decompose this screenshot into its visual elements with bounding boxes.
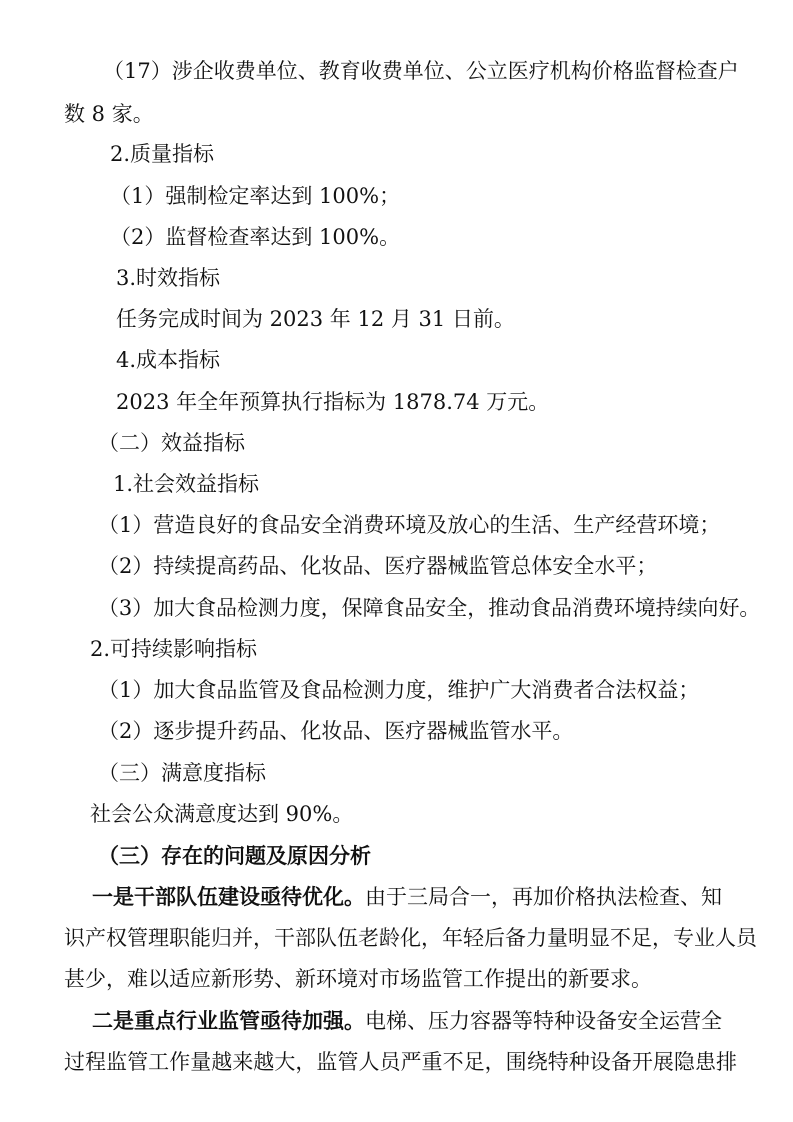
paragraph-line	[92, 1006, 722, 1036]
section-heading: 2.质量指标	[110, 142, 215, 166]
paragraph-line: 2023 年全年预算执行指标为 1878.74 万元。	[116, 390, 550, 414]
section-heading: （三）满意度指标	[98, 761, 266, 785]
paragraph-line	[92, 882, 722, 912]
section-heading: 1.社会效益指标	[113, 472, 260, 496]
paragraph-line: 过程监管工作量越来越大，监管人员严重不足，围绕特种设备开展隐患排	[64, 1050, 737, 1074]
bold-lead: 一是干部队伍建设亟待优化。	[92, 884, 365, 909]
paragraph-line: 社会公众满意度达到 90%。	[90, 802, 354, 826]
paragraph-text: 电梯、压力容器等特种设备安全运营全	[365, 1009, 722, 1033]
section-heading: 2.可持续影响指标	[90, 637, 258, 661]
list-item: （1）加大食品监管及食品检测力度，维护广大消费者合法权益；	[98, 678, 700, 702]
paragraph-line: 识产权管理职能归并，干部队伍老龄化，年轻后备力量明显不足，专业人员	[64, 926, 757, 950]
section-heading: 4.成本指标	[116, 348, 221, 372]
paragraph-line: 任务完成时间为 2023 年 12 月 31 日前。	[116, 307, 515, 331]
paragraph-line: （17）涉企收费单位、教育收费单位、公立医疗机构价格监督检查户	[103, 59, 739, 83]
list-item: （2）持续提高药品、化妆品、医疗器械监管总体安全水平；	[98, 554, 658, 578]
bold-lead: 二是重点行业监管亟待加强。	[92, 1008, 365, 1033]
paragraph-line: 数 8 家。	[64, 102, 154, 126]
paragraph-line: 甚少，难以适应新形势、新环境对市场监管工作提出的新要求。	[64, 967, 652, 991]
paragraph-text: 由于三局合一，再加价格执法检查、知	[365, 885, 722, 909]
list-item: （1）强制检定率达到 100%；	[110, 184, 401, 208]
section-heading: （二）效益指标	[98, 431, 245, 455]
section-heading-bold: （三）存在的问题及原因分析	[98, 843, 371, 868]
list-item: （3）加大食品检测力度，保障食品安全，推动食品消费环境持续向好。	[98, 596, 761, 620]
list-item: （2）逐步提升药品、化妆品、医疗器械监管水平。	[98, 719, 574, 743]
list-item: （1）营造良好的食品安全消费环境及放心的生活、生产经营环境；	[98, 513, 721, 537]
section-heading: 3.时效指标	[116, 266, 221, 290]
list-item: （2）监督检查率达到 100%。	[110, 225, 401, 249]
